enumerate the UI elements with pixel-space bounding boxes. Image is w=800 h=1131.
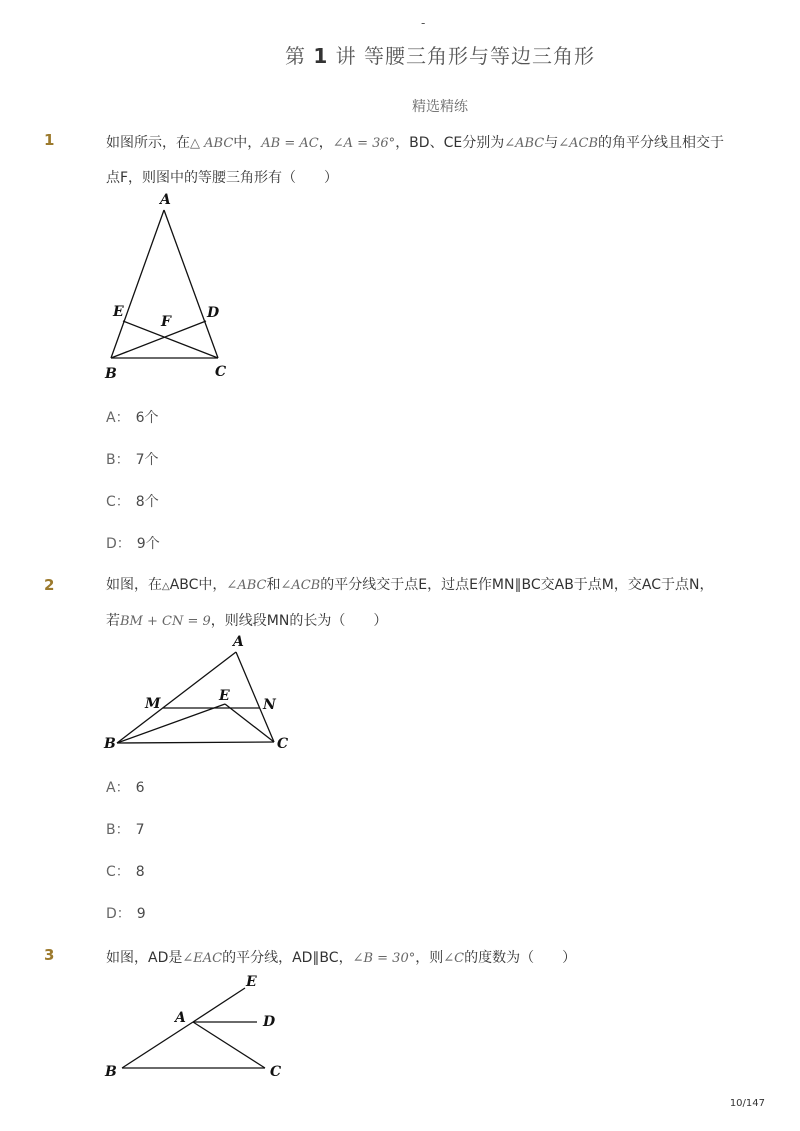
title-suffix: 讲 等腰三角形与等边三角形 bbox=[335, 44, 595, 68]
q2-text-part: 的平分线交于点E，过点E作MN∥BC交AB于点M，交AC于点N，若 bbox=[106, 577, 714, 629]
title-number: 1 bbox=[313, 44, 329, 68]
label-a: A bbox=[175, 1010, 186, 1026]
label-n: N bbox=[263, 697, 276, 713]
page-title bbox=[0, 40, 800, 69]
option-label: A： bbox=[106, 780, 130, 796]
label-d: D bbox=[263, 1014, 276, 1030]
q2-math: ∠ACB bbox=[280, 578, 321, 593]
option-label: C： bbox=[106, 864, 130, 880]
segment-ab bbox=[111, 210, 164, 358]
option-value: 9个 bbox=[136, 536, 160, 552]
label-b: B bbox=[105, 366, 117, 382]
q3-math: ∠B = 30° bbox=[352, 951, 416, 966]
question-3-text bbox=[106, 941, 726, 976]
header-dash: - bbox=[421, 16, 426, 30]
option-value: 7个 bbox=[135, 452, 159, 468]
segment-ac bbox=[164, 210, 218, 358]
label-e: E bbox=[113, 304, 124, 320]
segment-ab bbox=[122, 1022, 193, 1068]
segment-bd bbox=[111, 321, 206, 358]
option-value: 6个 bbox=[135, 410, 159, 426]
question-2-number: 2 bbox=[44, 576, 55, 594]
label-e: E bbox=[246, 974, 257, 990]
question-2-option-b[interactable] bbox=[106, 819, 145, 839]
q1-text-part: 中， bbox=[233, 135, 262, 151]
question-1-option-a[interactable] bbox=[106, 407, 159, 427]
label-a: A bbox=[160, 192, 171, 208]
question-2-figure bbox=[100, 630, 300, 755]
segment-bc bbox=[117, 742, 274, 743]
label-c: C bbox=[277, 736, 289, 752]
option-label: B： bbox=[106, 452, 130, 468]
section-subtitle: 精选精练 bbox=[412, 99, 468, 115]
question-1-number: 1 bbox=[44, 131, 55, 149]
option-label: A： bbox=[106, 410, 130, 426]
option-label: B： bbox=[106, 822, 130, 838]
q3-math: ∠C bbox=[443, 951, 465, 966]
q1-text-part: 的角平分线且相交于点F，则图中的等腰三角形有（ ） bbox=[106, 135, 725, 186]
question-1-option-b[interactable] bbox=[106, 449, 159, 469]
question-2-option-a[interactable] bbox=[106, 777, 145, 797]
q3-text-part: ，则 bbox=[415, 950, 444, 966]
q2-triangle-symbol: △ bbox=[162, 581, 170, 592]
segment-ac bbox=[193, 1022, 265, 1068]
question-2-option-d[interactable] bbox=[106, 903, 146, 923]
q3-text-part: 的平分线，AD∥BC， bbox=[222, 950, 353, 966]
question-2-text bbox=[106, 568, 726, 639]
option-value: 8 bbox=[135, 864, 145, 880]
q1-math: ∠ABC bbox=[504, 136, 545, 151]
option-value: 9 bbox=[136, 906, 146, 922]
label-m: M bbox=[145, 696, 161, 712]
q1-math: ∠ACB bbox=[558, 136, 599, 151]
option-value: 8个 bbox=[135, 494, 159, 510]
ray-ae bbox=[193, 988, 245, 1022]
q3-text-part: 的度数为（ ） bbox=[464, 950, 577, 966]
option-value: 7 bbox=[135, 822, 145, 838]
option-label: D： bbox=[106, 536, 131, 552]
q2-math: BM + CN = 9 bbox=[120, 614, 211, 629]
label-d: D bbox=[207, 305, 220, 321]
q1-math: ∠A = 36° bbox=[332, 136, 396, 151]
q2-text-part: 如图，在 bbox=[106, 577, 162, 593]
label-b: B bbox=[105, 1064, 117, 1080]
label-b: B bbox=[104, 736, 116, 752]
q1-text-part: 如图所示，在 bbox=[106, 135, 190, 151]
option-label: C： bbox=[106, 494, 130, 510]
label-f: F bbox=[161, 314, 171, 330]
q1-math: AB = AC bbox=[261, 136, 319, 151]
question-3-figure bbox=[100, 972, 300, 1082]
question-3-number: 3 bbox=[44, 946, 55, 964]
question-1-figure bbox=[100, 190, 240, 390]
label-a: A bbox=[233, 634, 244, 650]
q1-text-part: ，BD、CE分别为 bbox=[395, 135, 505, 151]
q3-math: ∠EAC bbox=[182, 951, 223, 966]
option-label: D： bbox=[106, 906, 131, 922]
question-2-option-c[interactable] bbox=[106, 861, 145, 881]
page-number: 10/147 bbox=[729, 1098, 765, 1109]
q1-text-part: 与 bbox=[544, 135, 559, 151]
label-c: C bbox=[270, 1064, 282, 1080]
q2-text-part: ，则线段MN的长为（ ） bbox=[210, 613, 388, 629]
label-e: E bbox=[219, 688, 230, 704]
q1-text-part: ， bbox=[318, 135, 333, 151]
label-c: C bbox=[215, 364, 227, 380]
option-value: 6 bbox=[135, 780, 145, 796]
q2-text-part: ABC中， bbox=[169, 577, 227, 593]
q2-text-part: 和 bbox=[266, 577, 281, 593]
question-1-text bbox=[106, 126, 726, 195]
question-1-option-d[interactable] bbox=[106, 533, 160, 553]
segment-be bbox=[117, 704, 225, 743]
title-prefix: 第 bbox=[285, 44, 306, 68]
q2-math: ∠ABC bbox=[226, 578, 267, 593]
q3-text-part: 如图，AD是 bbox=[106, 950, 183, 966]
q1-math: △ ABC bbox=[190, 136, 234, 151]
question-1-option-c[interactable] bbox=[106, 491, 159, 511]
